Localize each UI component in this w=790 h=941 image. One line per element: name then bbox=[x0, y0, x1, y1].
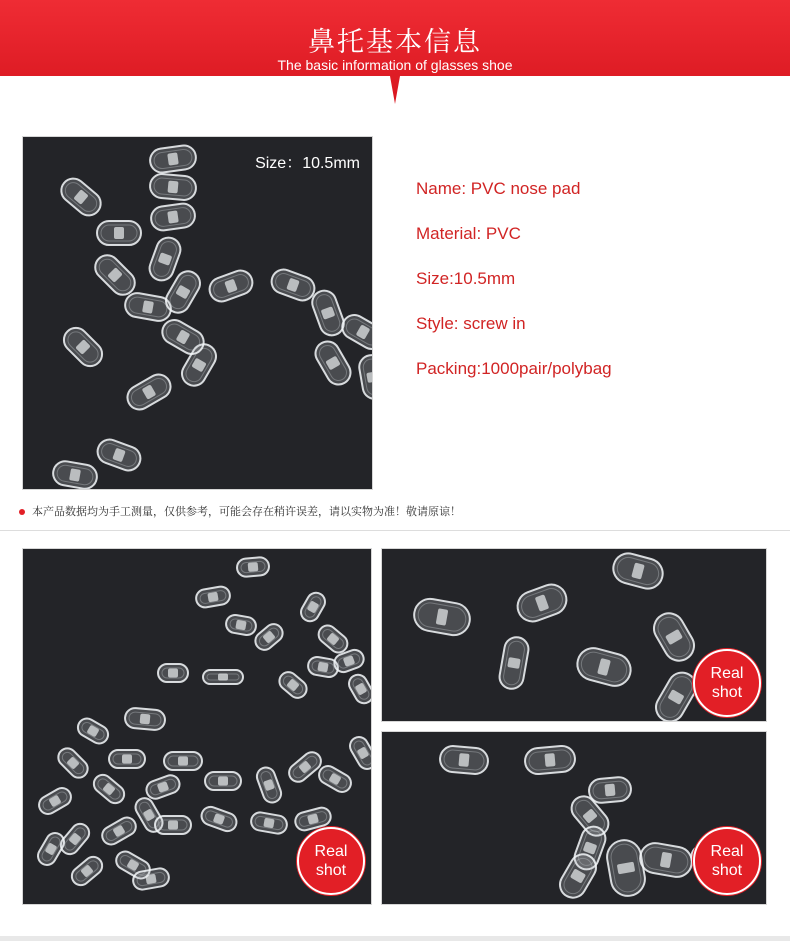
real-shot-badge-line2: shot bbox=[711, 862, 743, 879]
info-style: Style: screw in bbox=[416, 314, 526, 333]
info-material: Material: PVC bbox=[416, 224, 521, 243]
gallery-photo-top-right bbox=[381, 548, 767, 722]
section-divider bbox=[0, 530, 790, 531]
info-size: Size:10.5mm bbox=[416, 269, 516, 288]
real-shot-badge bbox=[297, 827, 365, 895]
size-label: Size：10.5mm bbox=[255, 155, 360, 172]
info-packing: Packing:1000pair/polybag bbox=[416, 359, 612, 378]
header-banner bbox=[0, 0, 790, 104]
real-shot-badge-line2: shot bbox=[711, 684, 743, 701]
real-shot-badge-line1: Real bbox=[710, 843, 744, 860]
real-shot-badge bbox=[693, 649, 761, 717]
banner-title: 鼻托基本信息 bbox=[308, 27, 482, 58]
gallery-photo-bottom-right bbox=[381, 731, 767, 905]
nose-pads-image bbox=[23, 137, 372, 489]
product-info bbox=[416, 176, 612, 401]
real-shot-badge-line1: Real bbox=[314, 843, 348, 860]
bullet-dot-icon bbox=[19, 509, 25, 515]
info-name: Name: PVC nose pad bbox=[416, 179, 581, 198]
banner-subtitle: The basic information of glasses shoe bbox=[277, 57, 513, 73]
main-product-photo bbox=[22, 136, 373, 490]
measurement-note-text: 本产品数据均为手工测量，仅供参考，可能会存在稍许误差，请以实物为准！敬请原谅！ bbox=[32, 505, 461, 518]
gallery-photo-large bbox=[22, 548, 372, 905]
measurement-note bbox=[19, 503, 461, 519]
footer-bar bbox=[0, 936, 790, 941]
real-shot-badge bbox=[693, 827, 761, 895]
real-shot-badge-line2: shot bbox=[315, 862, 347, 879]
real-shot-badge-line1: Real bbox=[710, 665, 744, 682]
